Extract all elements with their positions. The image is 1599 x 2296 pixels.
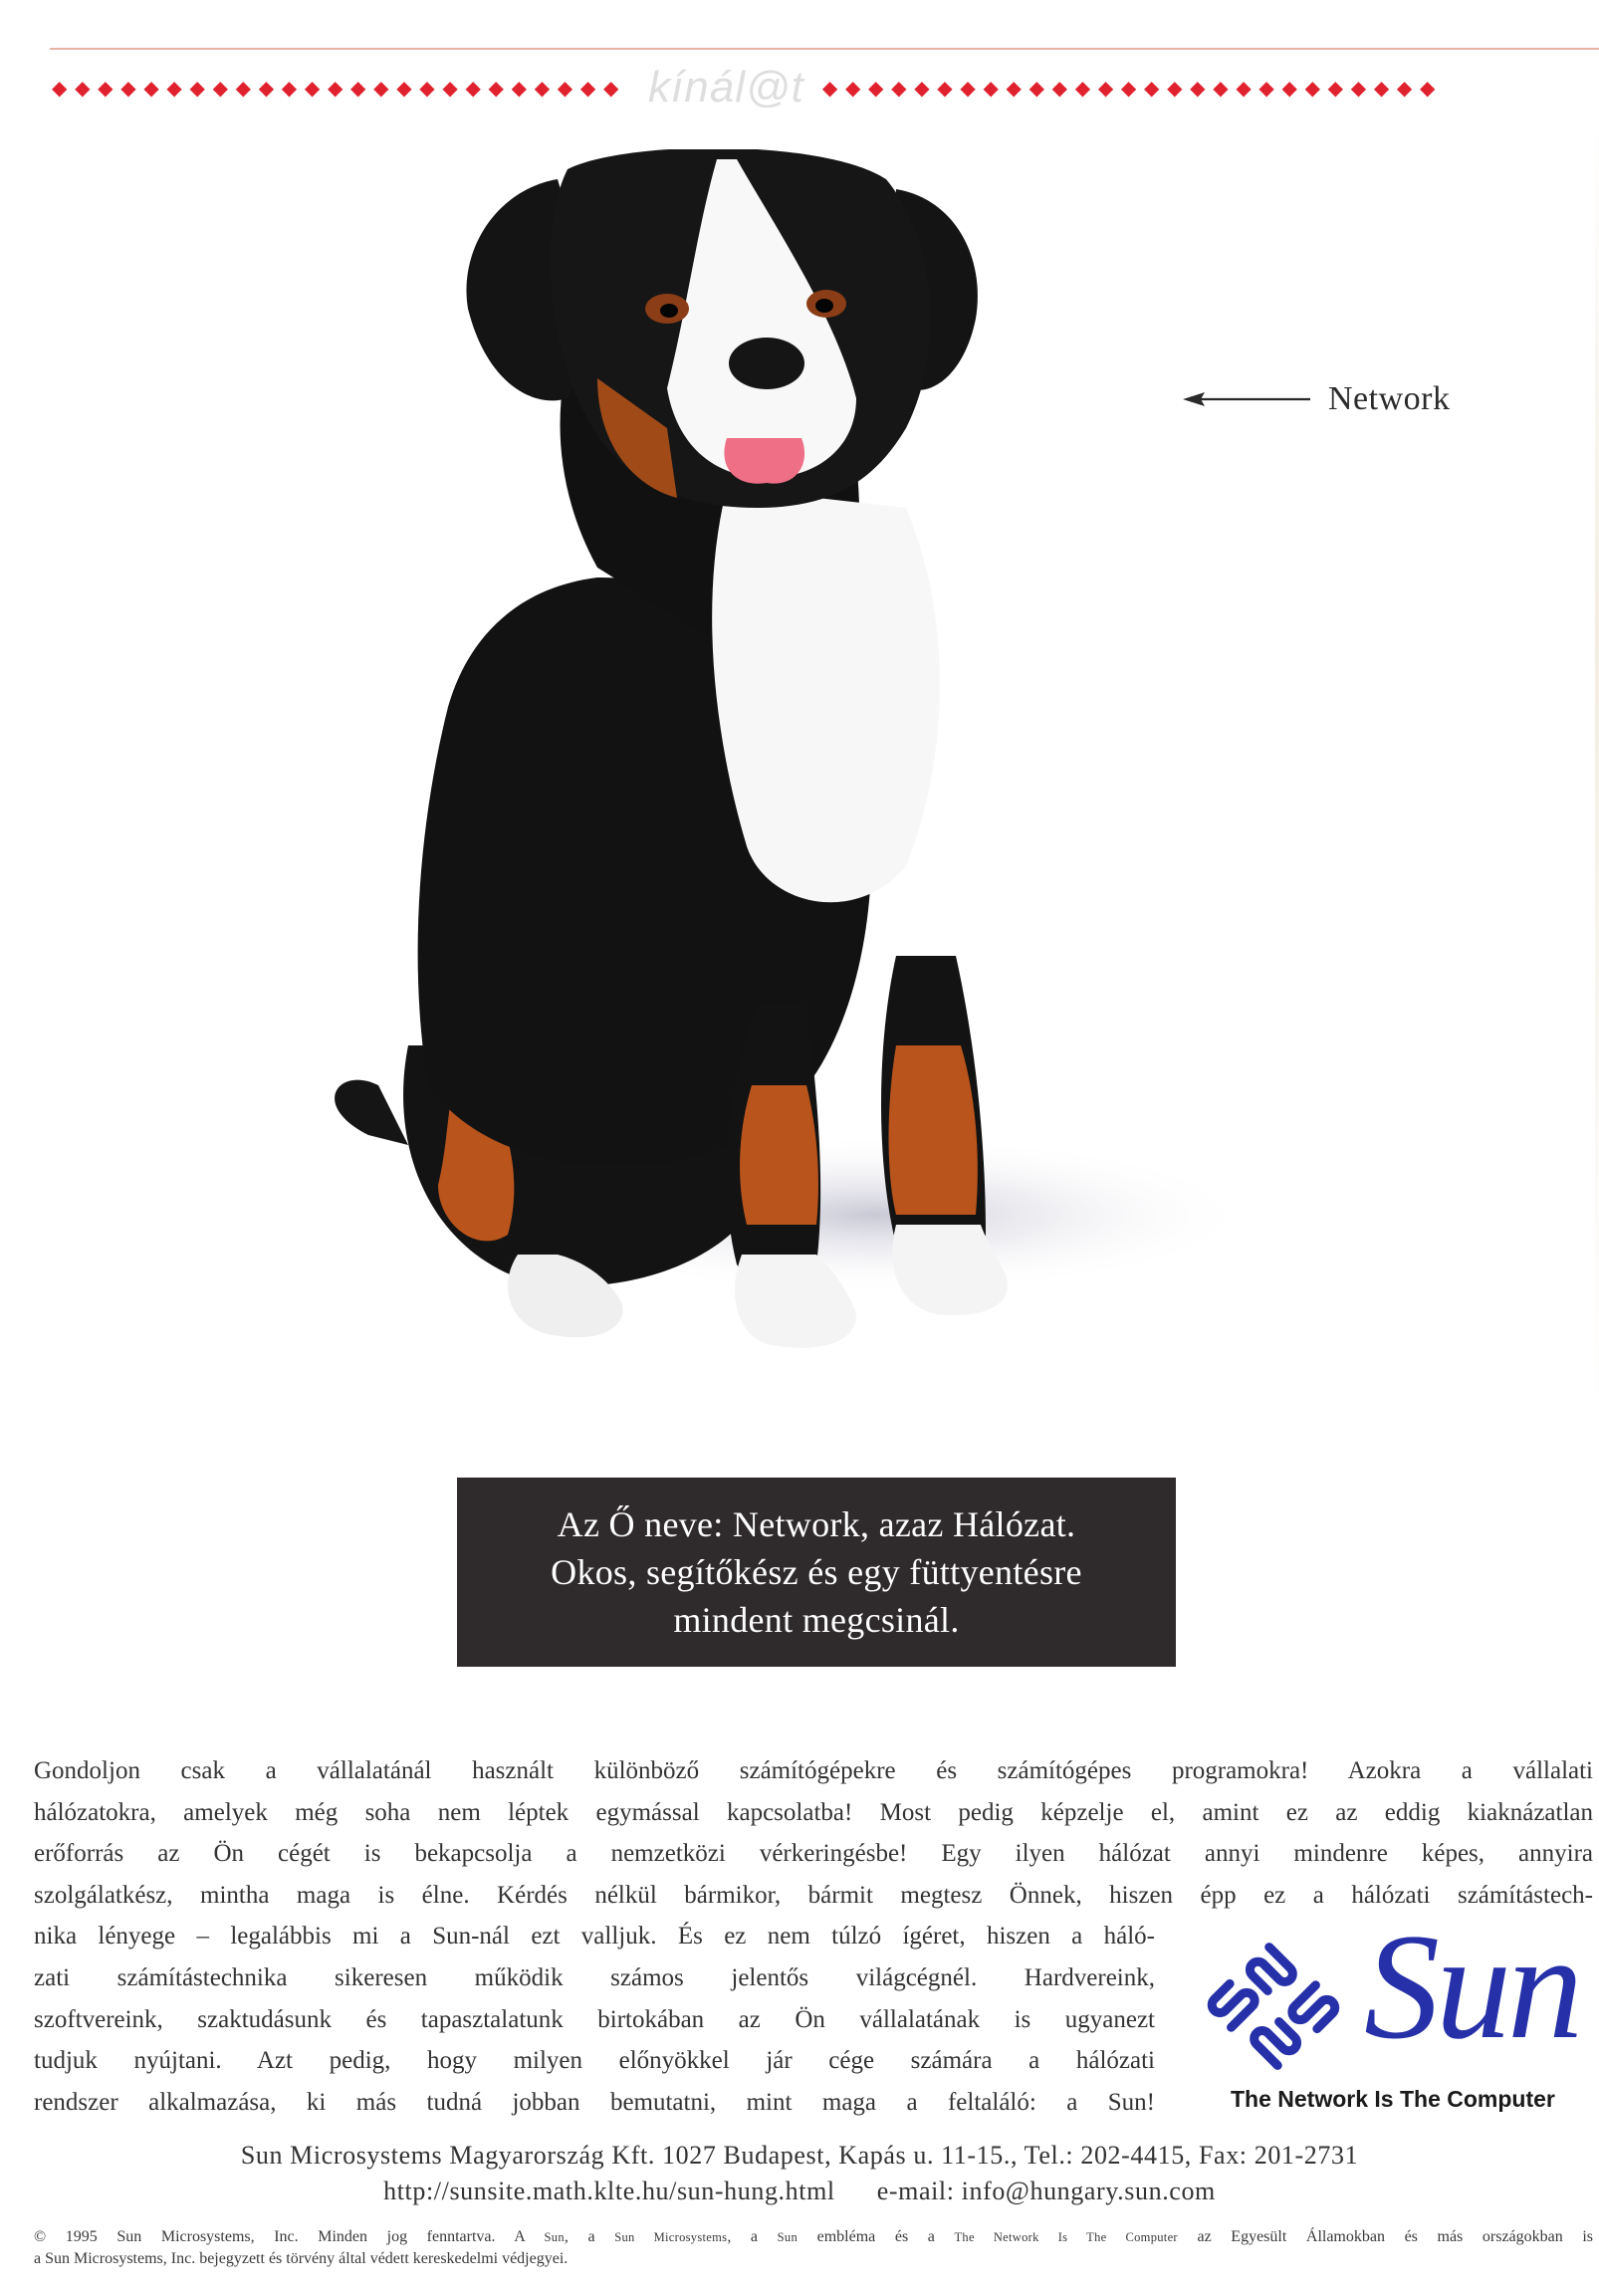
company-address: Sun Microsystems Magyarország Kft. 1027 Budapest, Kapás u. 11-15., Tel.: 202-4415, Fax: 201-2731 — [240, 2141, 1359, 2170]
body-line: hálózatokra, amelyek még soha nem léptek egymással kapcsolatba! Most pedig képzelje el, amint ez az eddig kiaknázatlan — [34, 1798, 1593, 1826]
body-line: Gondoljon csak a vállalatánál használt különböző számítógépekre és számítógépes programokra! Azokra a vállalati — [34, 1757, 1593, 1784]
left-arrow-icon — [1183, 388, 1310, 410]
network-label: Network — [1328, 380, 1451, 417]
email-link[interactable]: e-mail: info@hungary.sun.com — [876, 2177, 1216, 2205]
watermark: kínál@t — [648, 68, 804, 108]
diamond-row-right: ◆◆◆◆◆◆◆◆◆◆◆◆◆◆◆◆◆◆◆◆◆◆◆◆◆◆◆ — [821, 76, 1444, 100]
trademark-tagline: The Network Is The Computer — [954, 2230, 1178, 2244]
legal-notice — [34, 2226, 1593, 2269]
network-callout — [1183, 374, 1450, 424]
trademark-sun: Sun — [544, 2230, 565, 2244]
legal-text: , a — [727, 2228, 778, 2245]
body-line: erőforrás az Ön cégét is bekapcsolja a nemzetközi vérkeringésbe! Egy ilyen hálózat annyi mindenre képes, annyira — [34, 1840, 1593, 1868]
tagline: The Network Is The Computer — [1231, 2086, 1555, 2112]
diamond-border — [52, 68, 1599, 108]
legal-text: embléma és a — [798, 2228, 955, 2245]
body-line: tudjuk nyújtani. Azt pedig, hogy milyen előnyökkel jár cége számára a hálózati — [34, 2047, 1155, 2075]
dog-photo — [299, 149, 1255, 1444]
headline-line-3: mindent megcsinál. — [673, 1600, 960, 1640]
legal-text: © 1995 Sun Microsystems, Inc. Minden jog fenntartva. A — [34, 2228, 545, 2245]
diamond-row-left: ◆◆◆◆◆◆◆◆◆◆◆◆◆◆◆◆◆◆◆◆◆◆◆◆◆ — [52, 76, 627, 100]
legal-text: az Egyesült Államokban és más országokban is — [1177, 2228, 1594, 2245]
body-copy — [34, 1750, 1593, 2123]
headline-line-1: Az Ő neve: Network, azaz Hálózat. — [557, 1504, 1076, 1544]
website-link[interactable]: http://sunsite.math.klte.hu/sun-hung.html — [383, 2177, 835, 2205]
trademark-sun-microsystems: Sun Microsystems — [614, 2230, 728, 2244]
sun-wordmark: Sun — [1364, 1903, 1579, 2070]
body-line: szoftvereink, szaktudásunk és tapasztalatunk birtokában az Ön vállalatának is ugyanezt — [34, 2005, 1155, 2033]
legal-line-1 — [34, 2226, 1593, 2248]
body-line: szolgálatkész, mintha maga is élne. Kérdés nélkül bármikor, bármit megtesz Önnek, hiszen épp ez a hálózati számítástech- — [34, 1881, 1593, 1909]
top-rule — [50, 48, 1599, 50]
legal-line-2: a Sun Microsystems, Inc. bejegyzett és törvény által védett kereskedelmi védjegyei. — [34, 2250, 569, 2267]
body-line: zati számítástechnika sikeresen működik számos jelentős világcégnél. Hardvereink, — [34, 1963, 1155, 1991]
headline-box — [457, 1478, 1176, 1667]
sun-logo-icon — [1199, 1932, 1348, 2081]
headline-line-2: Okos, segítőkész és egy füttyentésre — [551, 1552, 1082, 1592]
trademark-sun: Sun — [777, 2230, 798, 2244]
body-line: rendszer alkalmazása, ki más tudná jobban bemutatni, mint maga a feltaláló: a Sun! — [34, 2088, 1155, 2116]
contact-line — [0, 2177, 1599, 2206]
page-edge — [1595, 119, 1599, 1414]
body-line: nika lényege – legalábbis mi a Sun-nál ezt valljuk. És ez nem túlzó ígéret, hiszen a háló- — [34, 1923, 1155, 1951]
legal-text: , a — [564, 2228, 615, 2245]
